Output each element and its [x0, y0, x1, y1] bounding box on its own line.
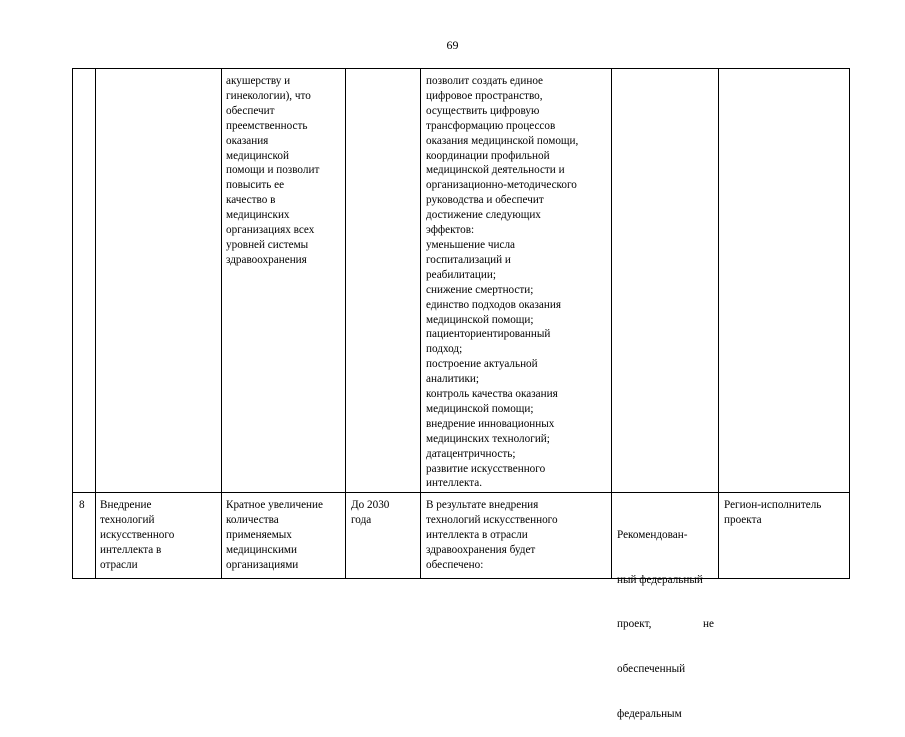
mechanism-line: Рекомендован-	[617, 528, 688, 541]
cell-result-continued: акушерству и гинекологии), что обеспечит преемственность оказания медицинской помощи и позволит повысить ее качество в медицинских организациях всех уровней системы здравоохранения	[226, 75, 320, 266]
mechanism-word: проект,	[617, 618, 652, 631]
page-number: 69	[446, 38, 459, 52]
row-number: 8	[79, 499, 85, 511]
cell-deadline: До 2030 года	[351, 499, 390, 526]
cell-effects-continued: позволит создать единое цифровое пространство, осуществить цифровую трансформацию процессов оказания медицинской помощи, координации профильной медицинской деятельности и организационно-методического руководства и обеспечит достижение следующих эффектов: уменьшение числа госпитализаций и реабилитации; снижение смертности; единство подходов оказания медицинской помощи; пациенториентированный подход; построение актуальной аналитики; контроль качества оказания медицинской помощи; внедрение инновационных медицинских технологий; датацентричность; развитие искусственного интеллекта.	[426, 75, 579, 490]
mechanism-word: не	[703, 618, 714, 631]
cell-executor: Регион-исполнитель проекта	[724, 499, 822, 526]
cell-measure: Внедрение технологий искусственного интеллекта в отрасли	[100, 499, 175, 571]
cell-result: Кратное увеличение количества применяемых медицинскими организациями	[226, 499, 323, 571]
mechanism-line: ный федеральный	[617, 573, 703, 586]
mechanism-line-justified	[617, 617, 714, 632]
mechanism-line: федеральным	[617, 707, 682, 720]
cell-mechanism	[617, 498, 714, 737]
cell-effects: В результате внедрения технологий искусственного интеллекта в отрасли здравоохранения будет обеспечено:	[426, 499, 558, 571]
mechanism-line: обеспеченный	[617, 662, 686, 675]
